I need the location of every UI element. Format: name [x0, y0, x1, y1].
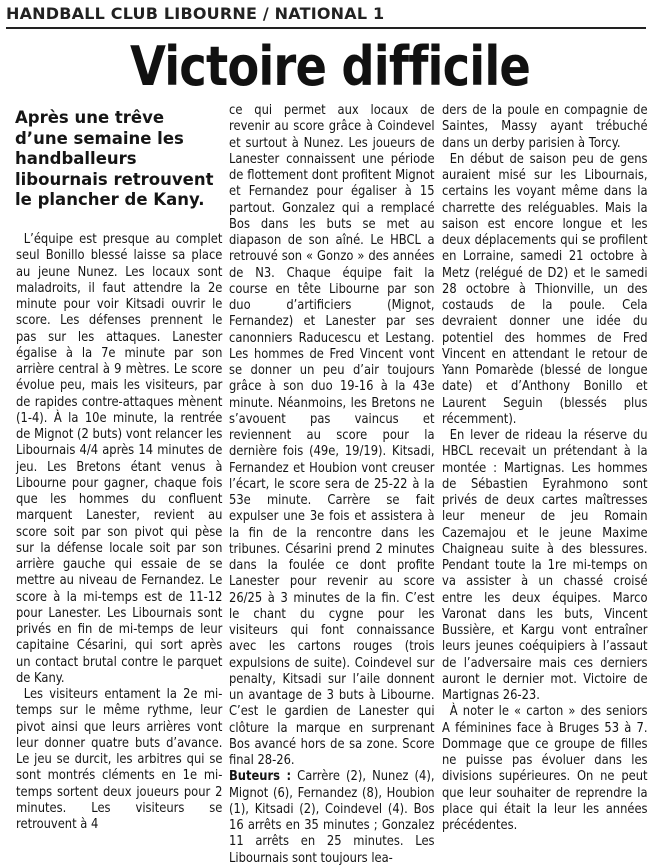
article-column-3 — [442, 103, 648, 834]
article-lead: Après une trêve d’une semaine les handballeurs libournais retrouvent le plancher de Kany. — [15, 108, 214, 209]
section-rubric: HANDBALL CLUB LIBOURNE / NATIONAL 1 — [6, 4, 385, 23]
paragraph: À noter le « carton » des seniors A féminines face à Bruges 53 à 7. Dommage que ce groupe de filles ne puisse pas évoluer dans les divisions supérieures. On ne peut que leur souhaiter de reprendre la place qui était la leur les années précédentes. — [442, 704, 648, 833]
article-column-2 — [229, 103, 435, 867]
paragraph: Les visiteurs entament la 2e mi-temps sur le même rythme, leur pivot ainsi que leurs arrières vont leur donner quatre buts d’avance. Le jeu se durcit, les arbitres qui se sont montrés cléments en 1e mi-temps sortent deux joueurs pour 2 minutes. Les visiteurs se retrouvent à 4 — [16, 687, 223, 832]
paragraph: ders de la poule en compagnie de Saintes, Massy ayant trébuché dans un derby parisien à Torcy. — [442, 103, 648, 151]
scorers-label: Buteurs : — [229, 769, 292, 785]
paragraph: En début de saison peu de gens auraient misé sur les Libournais, certains les voyant même dans la charrette des reléguables. Mais la saison est encore longue et les deux déplacements qui se profilent en Lorraine, samedi 21 octobre à Metz (relégué de D2) et le samedi 28 octobre à Thionville, un des costauds de la poule. Cela devraient donner une idée du potentiel des hommes de Fred Vincent en attendant le retour de Yann Pomarède (blessé de longue date) et d’Anthony Bonillo et Laurent Seguin (blessés plus récemment). — [442, 151, 648, 427]
paragraph: En lever de rideau la réserve du HBCL recevait un prétendant à la montée : Martignas. Les hommes de Sébastien Eyrahmono sont privés de deux cartes maîtresses leur meneur de jeu Romain Cazemajou et le jeune Maxime Chaigneau suite à des blessures. Pendant toute la 1re mi-temps on va assister à un chassé croisé entre les deux équipes. Marco Varonat dans les buts, Vincent Bussière, et Kargu vont entraîner leurs jeunes coéquipiers à l’assaut de l’adversaire mais ces derniers auront le dernier mot. Victoire de Martignas 26-23. — [442, 428, 648, 703]
scorers-text: Carrère (2), Nunez (4), Mignot (6), Fernandez (8), Houbion (1), Kitsadi (2), Coindevel (4). Bos 16 arrêts en 35 minutes ; Gonzalez 11 arrêts en 25 minutes. Les Libournais sont toujours lea- — [229, 769, 435, 866]
article-column-1 — [16, 232, 222, 833]
paragraph: L’équipe est presque au complet seul Bonillo blessé laisse sa place au jeune Nunez. Les locaux sont maladroits, il faut attendre la 2e minute pour voir Kitsadi ouvrir le score. Les défenses prennent le pas sur les attaques. Lanester égalise à la 7e minute par son arrière central à 9 mètres. Le score évolue peu, mais les visiteurs, par de rapides contre-attaques mènent (1-4). À la 10e minute, la rentrée de Mignot (2 buts) vont relancer les Libournais 4/4 après 14 minutes de jeu. Les Bretons étant venus à Libourne pour gagner, chaque fois que les hommes du confluent marquent Lanester, revient au score soit par son pivot qui pèse sur la défense locale soit par son arrière gauche qui essaie de se mettre au niveau de Fernandez. Le score à la mi-temps est de 11-12 pour Lanester. Les Libournais sont privés en fin de mi-temps de leur capitaine Césarini, qui sort après un contact brutal contre le parquet de Kany. — [16, 232, 223, 686]
article-headline: Victoire difficile — [129, 35, 531, 98]
header-rule — [6, 27, 646, 29]
paragraph: ce qui permet aux locaux de revenir au score grâce à Coindevel et surtout à Nunez. Les joueurs de Lanester connaissent une période de flottement dont profitent Mignot et Fernandez pour égaliser à 15 partout. Gonzalez qui a remplacé Bos dans les buts se met au diapason de son aîné. Le HBCL a retrouvé son « Gonzo » des années de N3. Chaque équipe fait la course en tête Libourne par son duo d’artificiers (Mignot, Fernandez) et Lanester par ses canonniers Raducescu et Lestang. Les hommes de Fred Vincent vont se donner un peu d’air toujours grâce à son duo 19-16 à la 43e minute. Néanmoins, les Bretons ne s’avouent pas vaincus et reviennent au score pour la dernière fois (49e, 19/19). Kitsadi, Fernandez et Houbion vont creuser l’écart, le score sera de 25-22 à la 53e minute. Carrère se fait expulser une 3e fois et assistera à la fin de la rencontre dans les tribunes. Césarini prend 2 minutes dans la foulée ce dont profite Lanester pour revenir au score 26/25 à 3 minutes de la fin. C’est le chant du cygne pour les visiteurs qui font connaissance avec les cartons rouges (trois expulsions de suite). Coindevel sur penalty, Kitsadi sur l’aile donnent un avantage de 3 buts à Libourne. C’est le gardien de Lanester qui clôture la marque en surprenant Bos avancé hors de sa zone. Score final 28-26. — [229, 103, 435, 768]
scorers-paragraph — [229, 769, 435, 867]
